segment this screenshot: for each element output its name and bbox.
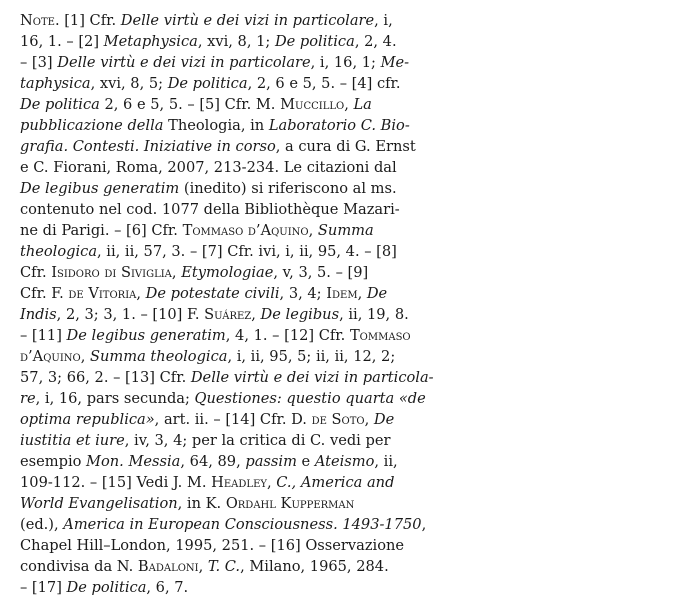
note-text: Cfr. F. (20, 285, 69, 302)
italic-text: Delle virtù e dei vizi in particola- (190, 369, 434, 386)
italic-text: iustitia et iure (20, 432, 125, 449)
note-line (20, 493, 358, 514)
small-caps-text: Headley (211, 474, 267, 491)
note-line (20, 556, 389, 577)
note-text: , i, (374, 12, 393, 29)
small-caps-text: Idem (326, 285, 358, 302)
italic-text: Questiones: questio quarta «de (194, 390, 426, 407)
italic-text: Me- (380, 54, 410, 71)
small-caps-text: Isidoro di Siviglia (51, 264, 172, 281)
note-line (20, 115, 410, 136)
italic-text: Etymologiae (181, 264, 274, 281)
note-text: (ed.), (20, 516, 64, 533)
italic-text: C., America and (276, 474, 395, 491)
note-line (20, 451, 398, 472)
note-text: 2, 6 e 5, 5. – [5] Cfr. M. (99, 96, 281, 113)
note-line (20, 94, 372, 115)
note-text: , 2, 6 e 5, 5. – [4] cfr. (247, 75, 401, 92)
note-text: , a cura di G. Ernst (275, 138, 416, 155)
note-text: ne di Parigi. – [6] Cfr. (20, 222, 183, 239)
italic-text: Mon. Messia (86, 453, 181, 470)
note-text: , (198, 558, 208, 575)
italic-text: re (20, 390, 36, 407)
note-text: , i, 16, pars secunda; (35, 390, 195, 407)
note-line (20, 241, 397, 262)
italic-text: De politica (66, 579, 147, 596)
note-text: , xvi, 8, 1; (197, 33, 275, 50)
italic-text: theologica (20, 243, 98, 260)
note-text: [1] Cfr. (59, 12, 121, 29)
note-text: (inedito) si riferiscono al ms. (179, 180, 397, 197)
note-text: , (421, 516, 427, 533)
note-text: condivisa da N. (20, 558, 138, 575)
small-caps-text: Note. (20, 12, 60, 29)
italic-text: Summa (317, 222, 374, 239)
italic-text: De legibus (260, 306, 340, 323)
italic-text: De politica (167, 75, 248, 92)
note-line (20, 262, 369, 283)
note-text: e (296, 453, 315, 470)
small-caps-text: de Soto (311, 411, 365, 428)
note-line (20, 535, 405, 556)
italic-text: De (366, 285, 388, 302)
note-text: , in K. (177, 495, 226, 512)
note-line (20, 199, 400, 220)
note-text: , (251, 306, 261, 323)
note-line (20, 283, 388, 304)
note-line (20, 430, 391, 451)
small-caps-text: Muccillo (280, 96, 345, 113)
italic-text: De potestate civili (145, 285, 280, 302)
note-line (20, 73, 401, 94)
italic-text: optima republica» (20, 411, 155, 428)
italic-text: Ateismo (314, 453, 375, 470)
note-text: e C. Fiorani, Roma, 2007, 213-234. Le citazioni dal (20, 159, 397, 176)
note-text: , (171, 264, 182, 281)
small-caps-text: Suárez (204, 306, 252, 323)
italic-text: passim (245, 453, 297, 470)
note-text: 57, 3; 66, 2. – [13] Cfr. (20, 369, 191, 386)
italic-text: De politica (20, 96, 100, 113)
italic-text: De (373, 411, 395, 428)
italic-text: Summa theologica (90, 348, 228, 365)
note-line (20, 52, 410, 73)
small-caps-text: Tommaso d’Aquino (182, 222, 309, 239)
note-text: 109-112. – [15] Vedi J. M. (20, 474, 212, 491)
note-text: , (308, 222, 318, 239)
note-text: , i, 16, 1; (310, 54, 381, 71)
note-text: contenuto nel cod. 1077 della Bibliothèque Mazari- (20, 201, 400, 218)
note-line (20, 136, 416, 157)
note-line (20, 472, 395, 493)
note-line (20, 367, 434, 388)
note-text: Cfr. (20, 264, 52, 281)
note-text: , ii, ii, 57, 3. – [7] Cfr. ivi, i, ii, 95, 4. – [8] (97, 243, 397, 260)
note-text: , (136, 285, 146, 302)
note-text: – [11] (20, 327, 67, 344)
italic-text: Delle virtù e dei vizi in particolare (57, 54, 311, 71)
note-text: , (344, 96, 354, 113)
note-text: , ii, (374, 453, 398, 470)
note-text: , 4, 1. – [12] Cfr. (225, 327, 350, 344)
italic-text: De politica (274, 33, 355, 50)
italic-text: De legibus generatim (66, 327, 226, 344)
note-text: , 2, 3; 3, 1. – [10] F. (56, 306, 205, 323)
small-caps-text: d’Aquino (20, 348, 81, 365)
note-line (20, 325, 411, 346)
note-text: – [3] (20, 54, 58, 71)
note-text: 16, 1. – [2] (20, 33, 104, 50)
footnote-block (20, 10, 434, 598)
note-text: , i, ii, 95, 5; ii, ii, 12, 2; (227, 348, 396, 365)
note-text: , (80, 348, 91, 365)
note-text: , ii, 19, 8. (339, 306, 409, 323)
note-text: – [17] (20, 579, 67, 596)
italic-text: grafia. Contesti. Iniziative in corso (20, 138, 276, 155)
note-line (20, 346, 396, 367)
italic-text: Metaphysica (103, 33, 198, 50)
note-line (20, 304, 409, 325)
italic-text: pubblicazione della (20, 117, 164, 134)
note-line (20, 178, 397, 199)
note-line (20, 577, 358, 598)
italic-text: Indis (20, 306, 57, 323)
note-text: , art. ii. – [14] Cfr. D. (154, 411, 312, 428)
note-line (20, 31, 397, 52)
note-text: Chapel Hill–London, 1995, 251. – [16] Osservazione (20, 537, 405, 554)
italic-text: Laboratorio C. Bio- (268, 117, 410, 134)
italic-text: De legibus generatim (20, 180, 180, 197)
note-text: , (364, 411, 374, 428)
note-text: , 2, 4. (354, 33, 397, 50)
note-line (20, 10, 393, 31)
italic-text: Delle virtù e dei vizi in particolare (120, 12, 375, 29)
note-line (20, 220, 374, 241)
note-text: esempio (20, 453, 87, 470)
note-text: , (266, 474, 277, 491)
small-caps-text: Ordahl Kupperman (225, 495, 355, 512)
small-caps-text: Badaloni (137, 558, 199, 575)
note-text: , 64, 89, (180, 453, 246, 470)
note-text: , xvi, 8, 5; (90, 75, 168, 92)
note-line (20, 157, 397, 178)
small-caps-text: de Vitoria (68, 285, 137, 302)
note-text: Theologia, in (163, 117, 269, 134)
italic-text: La (353, 96, 372, 113)
note-text: , 6, 7. (146, 579, 189, 596)
italic-text: taphysica (20, 75, 91, 92)
note-line (20, 388, 426, 409)
note-line (20, 409, 395, 430)
small-caps-text: Tommaso (349, 327, 411, 344)
note-text: , iv, 3, 4; per la critica di C. vedi per (124, 432, 391, 449)
note-text: , Milano, 1965, 284. (240, 558, 389, 575)
italic-text: America in European Consciousness. 1493-1750 (63, 516, 422, 533)
note-text: , 3, 4; (279, 285, 327, 302)
note-line (20, 514, 427, 535)
italic-text: World Evangelisation (20, 495, 178, 512)
note-text: , (357, 285, 367, 302)
note-text: , v, 3, 5. – [9] (273, 264, 369, 281)
italic-text: T. C. (207, 558, 241, 575)
